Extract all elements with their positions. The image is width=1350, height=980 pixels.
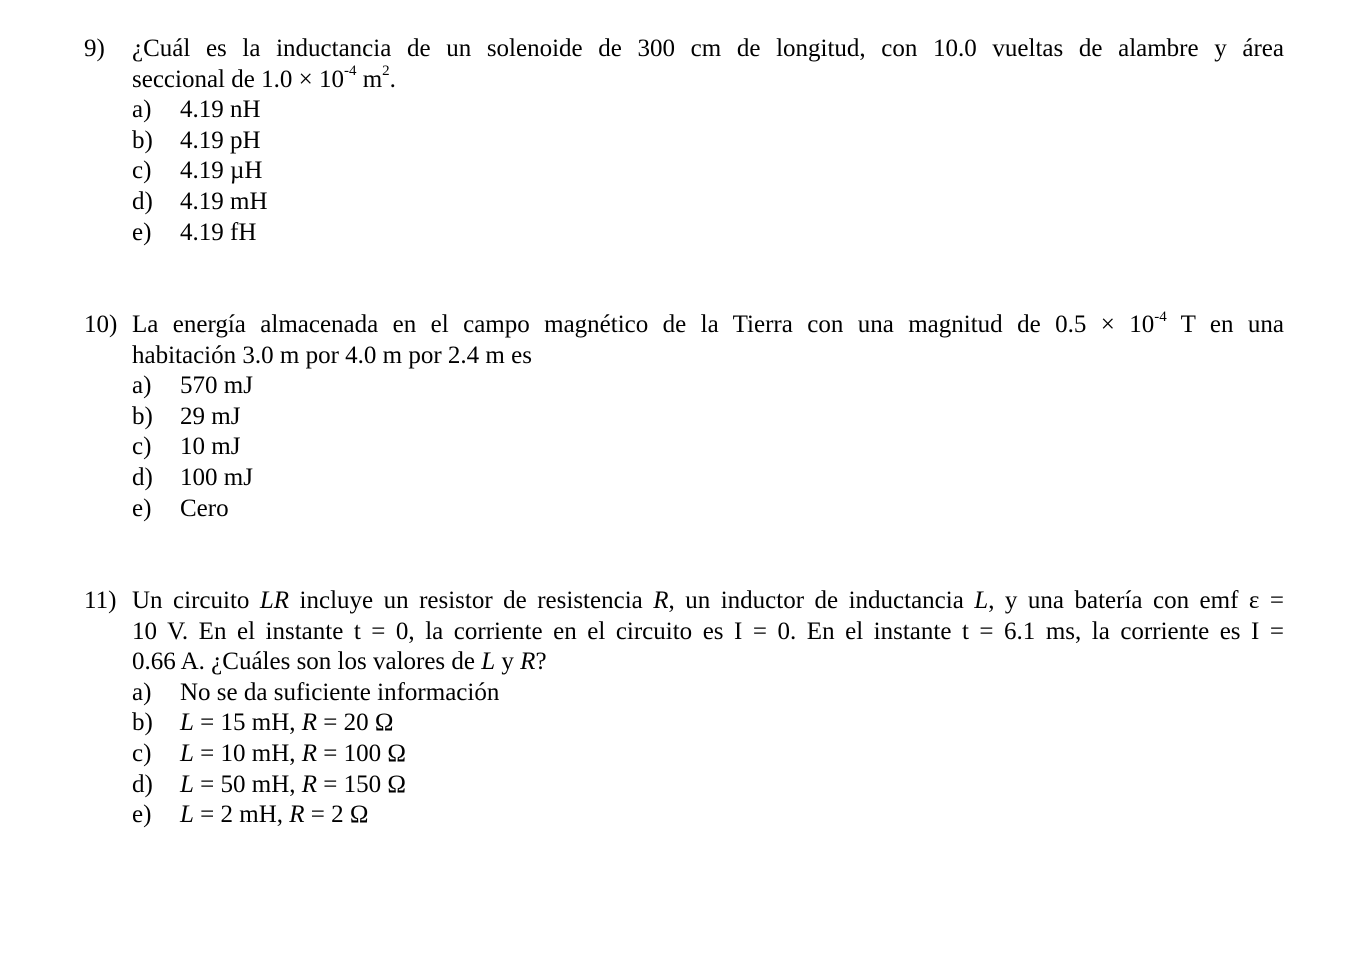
option-letter: b) bbox=[132, 709, 153, 737]
option-text: L = 15 mH, R = 20 Ω bbox=[180, 709, 394, 737]
exponent: -4 bbox=[343, 63, 357, 80]
answer-option[interactable] bbox=[84, 678, 1284, 709]
option-letter: c) bbox=[132, 433, 152, 461]
option-letter: d) bbox=[132, 187, 153, 215]
option-text: 4.19 pH bbox=[180, 126, 261, 154]
question-10-stem bbox=[84, 310, 1284, 371]
option-letter: a) bbox=[132, 678, 152, 706]
option-text: L = 10 mH, R = 100 Ω bbox=[180, 739, 406, 767]
exponent: -4 bbox=[1154, 308, 1167, 325]
option-text: 100 mJ bbox=[180, 463, 253, 491]
answer-option[interactable] bbox=[84, 156, 1284, 187]
option-letter: a) bbox=[132, 372, 152, 400]
answer-option[interactable] bbox=[84, 463, 1284, 494]
option-text: 10 mJ bbox=[180, 433, 241, 461]
option-text: No se da suficiente información bbox=[180, 678, 500, 706]
option-text: 29 mJ bbox=[180, 402, 241, 430]
answer-option[interactable] bbox=[84, 402, 1284, 433]
answer-option[interactable] bbox=[84, 494, 1284, 525]
option-letter: e) bbox=[132, 494, 152, 522]
exponent: 2 bbox=[382, 63, 390, 80]
question-number: 9) bbox=[84, 35, 105, 62]
answer-option[interactable] bbox=[84, 371, 1284, 402]
stem-line: 10 V. En el instante t = 0, la corriente en el circuito es I = 0. En el instante t = 6.1 ms, la corriente es I = bbox=[132, 617, 1284, 645]
answer-option[interactable] bbox=[84, 126, 1284, 157]
option-text: 4.19 nH bbox=[180, 96, 261, 124]
stem-line: habitación 3.0 m por 4.0 m por 2.4 m es bbox=[132, 341, 532, 369]
option-letter: b) bbox=[132, 402, 153, 430]
answer-option[interactable] bbox=[84, 739, 1284, 770]
answer-option[interactable] bbox=[84, 218, 1284, 249]
answer-option[interactable] bbox=[84, 800, 1284, 831]
answer-option[interactable] bbox=[84, 95, 1284, 126]
stem-line: La energía almacenada en el campo magnético de la Tierra con una magnitud de $0.5 \times 10^{-4}$ T en una bbox=[132, 308, 1284, 338]
answer-options bbox=[84, 95, 1284, 248]
answer-option[interactable] bbox=[84, 708, 1284, 739]
question-9-stem bbox=[84, 34, 1284, 95]
option-text: L = 50 mH, R = 150 Ω bbox=[180, 770, 406, 798]
option-text: 570 mJ bbox=[180, 372, 253, 400]
question-number: 10) bbox=[84, 311, 118, 338]
option-letter: d) bbox=[132, 463, 153, 491]
question-11 bbox=[84, 586, 1284, 831]
stem-line: seccional de $1.0 \times 10^{-4}$ $m^2$. bbox=[132, 63, 396, 93]
answer-options bbox=[84, 678, 1284, 831]
question-10 bbox=[84, 310, 1284, 524]
question-9 bbox=[84, 34, 1284, 248]
stem-line: Un circuito LR incluye un resistor de resistencia R, un inductor de inductancia L, y una batería con emf ε = bbox=[132, 587, 1284, 614]
answer-option[interactable] bbox=[84, 432, 1284, 463]
option-letter: e) bbox=[132, 218, 152, 246]
question-11-stem bbox=[84, 586, 1284, 678]
option-letter: b) bbox=[132, 126, 153, 154]
answer-option[interactable] bbox=[84, 187, 1284, 218]
option-letter: c) bbox=[132, 739, 152, 767]
answer-option[interactable] bbox=[84, 770, 1284, 801]
stem-line: 0.66 A. ¿Cuáles son los valores de L y R? bbox=[132, 648, 547, 676]
option-letter: a) bbox=[132, 96, 152, 124]
option-text: 4.19 fH bbox=[180, 218, 257, 246]
option-letter: d) bbox=[132, 770, 153, 798]
question-number: 11) bbox=[84, 587, 117, 614]
option-text: 4.19 µH bbox=[180, 157, 263, 185]
answer-options bbox=[84, 371, 1284, 524]
option-letter: c) bbox=[132, 157, 152, 185]
option-text: 4.19 mH bbox=[180, 187, 268, 215]
option-text: Cero bbox=[180, 494, 229, 522]
stem-line: ¿Cuál es la inductancia de un solenoide de 300 cm de longitud, con 10.0 vueltas de alambre y área bbox=[132, 35, 1284, 62]
option-letter: e) bbox=[132, 801, 152, 829]
option-text: L = 2 mH, R = 2 Ω bbox=[180, 801, 369, 829]
